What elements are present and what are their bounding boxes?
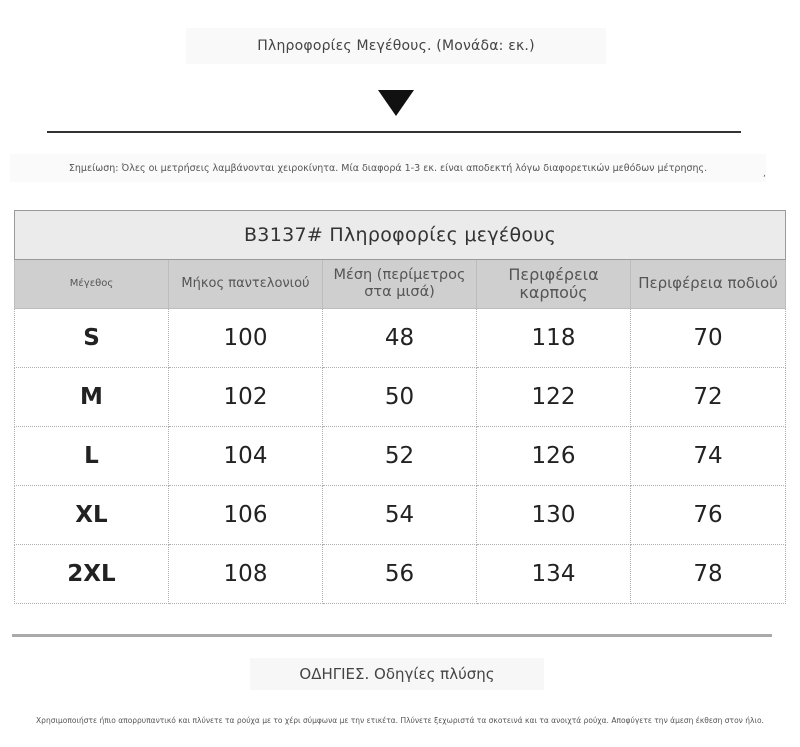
care-instructions-title-text: ΟΔΗΓΙΕΣ. Οδηγίες πλύσης xyxy=(299,665,495,683)
hip-cell: 118 xyxy=(477,309,631,368)
table-row xyxy=(15,368,786,427)
length-cell: 108 xyxy=(169,545,323,604)
care-instructions-text: Χρησιμοποιήστε ήπιο απορρυπαντικό και πλύνετε τα ρούχα με το χέρι σύμφωνα με την ετικέτα. Πλύνετε ξεχωριστά τα σκοτεινά και τα ανοιχτά ρούχα. Αποφύγετε την άμεση έκθεση στον ήλιο. xyxy=(36,716,764,725)
length-cell: 106 xyxy=(169,486,323,545)
table-header-row xyxy=(15,260,786,309)
size-info-title xyxy=(186,28,606,64)
table-row xyxy=(15,486,786,545)
note-mark: , xyxy=(763,169,766,179)
divider-top xyxy=(47,131,741,133)
table-row xyxy=(15,545,786,604)
hip-cell: 122 xyxy=(477,368,631,427)
length-cell: 102 xyxy=(169,368,323,427)
divider-bottom xyxy=(12,634,772,637)
length-cell: 104 xyxy=(169,427,323,486)
leg-opening-cell: 76 xyxy=(631,486,786,545)
size-cell: XL xyxy=(15,486,169,545)
leg-opening-cell: 72 xyxy=(631,368,786,427)
hip-cell: 130 xyxy=(477,486,631,545)
waist-cell: 56 xyxy=(323,545,477,604)
size-info-title-text: Πληροφορίες Μεγέθους. (Μονάδα: εκ.) xyxy=(257,38,535,54)
waist-cell: 54 xyxy=(323,486,477,545)
size-table xyxy=(14,210,786,604)
size-cell: L xyxy=(15,427,169,486)
waist-cell: 52 xyxy=(323,427,477,486)
waist-cell: 50 xyxy=(323,368,477,427)
column-header-hip: Περιφέρεια καρπούς xyxy=(477,260,631,309)
leg-opening-cell: 74 xyxy=(631,427,786,486)
size-cell: 2XL xyxy=(15,545,169,604)
leg-opening-cell: 70 xyxy=(631,309,786,368)
leg-opening-cell: 78 xyxy=(631,545,786,604)
column-header-size: Μέγεθος xyxy=(15,260,169,309)
size-cell: M xyxy=(15,368,169,427)
length-cell: 100 xyxy=(169,309,323,368)
column-header-leg-opening: Περιφέρεια ποδιού xyxy=(631,260,786,309)
column-header-length: Μήκος παντελονιού xyxy=(169,260,323,309)
table-row xyxy=(15,309,786,368)
down-triangle-icon xyxy=(378,90,414,116)
table-caption-row xyxy=(15,211,786,260)
column-header-waist: Μέση (περίμετρος στα μισά) xyxy=(323,260,477,309)
table-caption: B3137# Πληροφορίες μεγέθους xyxy=(15,211,786,260)
measurement-note-text: Σημείωση: Όλες οι μετρήσεις λαμβάνονται χειροκίνητα. Μία διαφορά 1-3 εκ. είναι αποδεκτή λόγω διαφορετικών μεθόδων μέτρησης. xyxy=(68,162,708,174)
hip-cell: 126 xyxy=(477,427,631,486)
care-instructions-title xyxy=(250,658,544,690)
size-cell: S xyxy=(15,309,169,368)
waist-cell: 48 xyxy=(323,309,477,368)
hip-cell: 134 xyxy=(477,545,631,604)
table-row xyxy=(15,427,786,486)
measurement-note xyxy=(10,154,766,182)
